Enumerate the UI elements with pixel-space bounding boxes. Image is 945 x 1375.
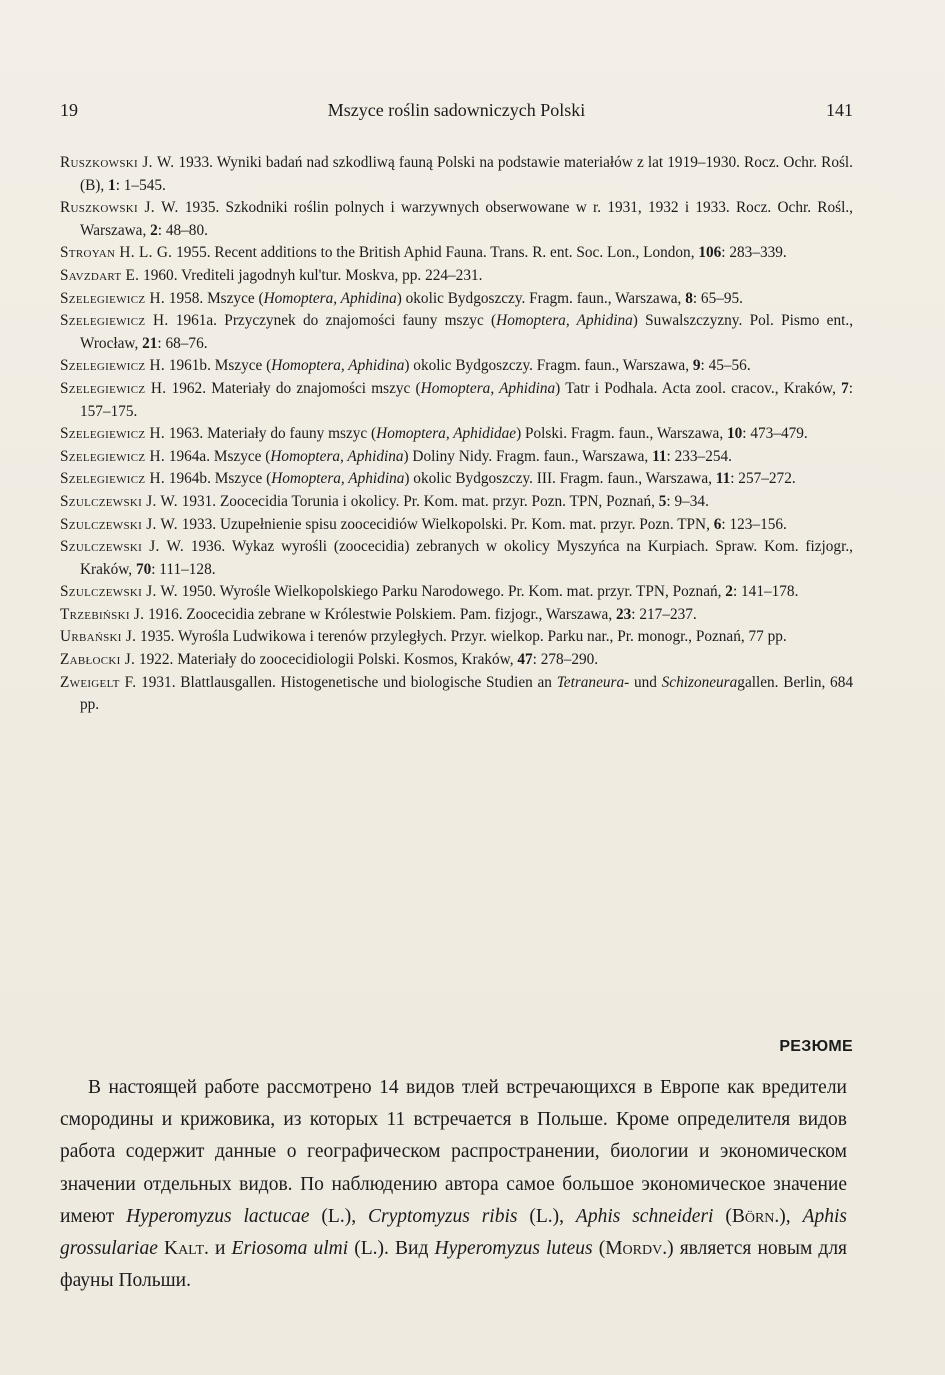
reference-text: : 65–95.	[692, 289, 743, 307]
reference-text: : 233–254.	[666, 447, 732, 465]
reference-text: : 278–290.	[532, 651, 599, 669]
reference-entry	[60, 468, 853, 491]
reference-author: Szelegiewicz H.	[60, 447, 166, 465]
reference-text: : 217–237.	[631, 605, 697, 623]
species-name: Hyperomyzus lactucae	[126, 1205, 310, 1227]
reference-entry	[60, 310, 853, 355]
reference-text: : 141–178.	[732, 583, 799, 601]
reference-entry	[60, 672, 853, 717]
reference-author: Szelegiewicz H.	[60, 289, 166, 307]
reference-text: 1931. Zoocecidia Torunia i okolicy. Pr. Kom. mat. przyr. Pozn. TPN, Poznań,	[177, 492, 659, 510]
resume-paragraph: В настоящей работе рассмотрено 14 видов тлей встречающихся в Европе как вредители смородины и крижовика, из которых 11 встречается в Польше. Кроме определителя видов работа содержит данные о географическом распространении, биологии и экономическом значении отдельных видов. По наблюдению автора самое большое экономическое значение имеют Hyperomyzus lactucae (L.), Cryptomyzus ribis (L.), Aphis schneideri (Börn.), Aphis grossulariae Kalt. и Eriosoma ulmi (L.). Вид Hyperomyzus luteus (Mordv.) является новым для фауны Польши.	[60, 1077, 848, 1292]
species-name: Eriosoma ulmi	[231, 1238, 349, 1260]
reference-author: Zweigelt F.	[60, 673, 137, 691]
volume-number: 2	[725, 583, 733, 601]
reference-author: Szulczewski J. W.	[60, 538, 184, 556]
reference-entry	[60, 288, 853, 311]
reference-author: Ruszkowski J. W.	[60, 154, 175, 171]
reference-text: : 45–56.	[700, 357, 751, 375]
reference-text: 1916. Zoocecidia zebrane w Królestwie Polskiem. Pam. fizjogr., Warszawa,	[144, 605, 616, 623]
reference-text: : 157–175.	[80, 379, 854, 420]
reference-author: Urbański J.	[60, 628, 137, 646]
page-number: 141	[826, 100, 853, 120]
reference-entry	[60, 536, 853, 581]
volume-number: 7	[841, 379, 849, 397]
species-author: Mordv.	[605, 1238, 668, 1260]
taxon-name: Homoptera, Aphidina	[271, 357, 405, 375]
reference-text: 1933. Uzupełnienie spisu zoocecidiów Wielkopolski. Pr. Kom. mat. przyr. Pozn. TPN,	[177, 515, 714, 533]
reference-author: Szelegiewicz H.	[60, 425, 166, 443]
reference-text: : 473–479.	[742, 425, 808, 443]
reference-text: 1960. Vrediteli jagodnyh kul'tur. Moskva, pp. 224–231.	[139, 266, 483, 284]
reference-author: Szulczewski J. W.	[60, 515, 178, 533]
reference-text: 1931. Blattlausgallen. Histogenetische und biologische Studien an	[136, 673, 557, 691]
reference-text: 1961b. Mszyce (	[165, 357, 272, 375]
species-author: Börn.	[731, 1205, 780, 1227]
reference-entry	[60, 242, 853, 265]
taxon-name: Tetraneura-	[556, 673, 630, 691]
taxon-name: Homoptera, Aphidina	[263, 289, 397, 307]
reference-author: Szulczewski J. W.	[60, 583, 178, 601]
species-name: Hyperomyzus luteus	[434, 1238, 593, 1260]
species-author: Kalt.	[163, 1238, 209, 1260]
reference-text: : 283–339.	[721, 244, 787, 262]
reference-author: Szelegiewicz H.	[60, 379, 167, 397]
reference-text: : 9–34.	[666, 492, 709, 510]
reference-text: ) okolic Bydgoszczy. Fragm. faun., Warszawa,	[404, 357, 693, 375]
volume-number: 2	[150, 221, 158, 239]
reference-text: : 123–156.	[721, 515, 787, 533]
resume-heading: РЕЗЮМЕ	[779, 1038, 853, 1055]
reference-entry	[60, 514, 853, 537]
volume-number: 1	[108, 176, 116, 194]
reference-text: 1935. Wyrośla Ludwikowa i terenów przyległych. Przyr. wielkop. Parku nar., Pr. monogr., Poznań, 77 pp.	[136, 628, 787, 646]
reference-author: Szelegiewicz H.	[60, 470, 166, 488]
reference-text: ) Polski. Fragm. faun., Warszawa,	[516, 425, 727, 443]
reference-author: Zabłocki J.	[60, 651, 136, 669]
reference-entry	[60, 152, 853, 197]
reference-text: 1935. Szkodniki roślin polnych i warzywnych obserwowane w r. 1931, 1932 i 1933. Rocz. Ochr. Rośl., Warszawa,	[80, 199, 853, 239]
volume-number: 8	[685, 289, 693, 307]
reference-text: 1964a. Mszyce (	[165, 447, 271, 465]
reference-author: Szulczewski J. W.	[60, 492, 178, 510]
volume-number: 47	[517, 651, 533, 669]
reference-entry	[60, 355, 853, 378]
reference-text: : 68–76.	[157, 334, 208, 352]
reference-text: 1961a. Przyczynek do znajomości fauny mszyc (	[168, 312, 497, 330]
volume-number: 106	[698, 244, 722, 262]
species-name: Aphis grossulariae	[60, 1205, 847, 1260]
section-number: 19	[60, 100, 78, 120]
reference-text: 1922. Materiały do zoocecidiologii Polski. Kosmos, Kraków,	[135, 651, 518, 669]
reference-text: ) Doliny Nidy. Fragm. faun., Warszawa,	[403, 447, 653, 465]
taxon-name: Schizoneura	[661, 673, 738, 691]
reference-text: ) Tatr i Podhala. Acta zool. cracov., Kraków,	[555, 379, 842, 397]
volume-number: 70	[135, 560, 152, 578]
reference-entry	[60, 626, 853, 649]
resume-section	[60, 1072, 847, 1297]
taxon-name: Homoptera, Aphidina	[496, 312, 633, 330]
taxon-name: Homoptera, Aphidina	[420, 379, 556, 397]
volume-number: 6	[713, 515, 722, 533]
volume-number: 11	[652, 447, 667, 465]
volume-number: 23	[616, 605, 632, 623]
species-name: Cryptomyzus ribis	[367, 1205, 518, 1227]
reference-text: 1933. Wyniki badań nad szkodliwą fauną Polski na podstawie materiałów z lat 1919–1930. Rocz. Ochr. Rośl. (B),	[80, 154, 853, 194]
taxon-name: Homoptera, Aphidina	[270, 447, 404, 465]
reference-author: Trzebiński J.	[60, 605, 145, 623]
reference-entry	[60, 265, 853, 288]
volume-number: 10	[726, 425, 743, 443]
volume-number: 5	[658, 492, 667, 510]
reference-entry	[60, 491, 853, 514]
reference-text: gallen. Berlin, 684 pp.	[80, 673, 853, 714]
reference-entry	[60, 649, 853, 672]
reference-entry	[60, 581, 853, 604]
reference-author: Ruszkowski J. W.	[60, 199, 179, 217]
reference-entry	[60, 423, 853, 446]
reference-author: Szelegiewicz H.	[60, 312, 169, 330]
reference-text: : 257–272.	[730, 470, 796, 488]
reference-entry	[60, 378, 853, 423]
reference-author: Szelegiewicz H.	[60, 357, 166, 375]
reference-text: 1962. Materiały do znajomości mszyc (	[166, 379, 421, 397]
reference-text: 1964b. Mszyce (	[165, 470, 272, 488]
reference-entry	[60, 197, 853, 242]
reference-entry	[60, 446, 853, 469]
reference-text: ) okolic Bydgoszczy. Fragm. faun., Warszawa,	[396, 289, 686, 307]
running-header	[60, 100, 853, 130]
reference-text: und	[629, 673, 662, 691]
reference-author: Savzdart E.	[60, 266, 140, 284]
reference-text: : 1–545.	[115, 176, 166, 194]
taxon-name: Homoptera, Aphididae	[376, 425, 517, 443]
volume-number: 11	[715, 470, 731, 488]
reference-text: 1936. Wykaz wyrośli (zoocecidia) zebranych w okolicy Myszyńca na Kurpiach. Spraw. Kom. fizjogr., Kraków,	[80, 538, 853, 578]
volume-number: 21	[142, 334, 158, 352]
reference-text: ) Suwalszczyzny. Pol. Pismo ent., Wrocław,	[80, 312, 854, 352]
reference-text: 1950. Wyrośle Wielkopolskiego Parku Narodowego. Pr. Kom. mat. przyr. TPN, Poznań,	[177, 583, 726, 601]
running-title: Mszyce roślin sadowniczych Polski	[327, 100, 586, 120]
reference-author: Stroyan H. L. G.	[60, 244, 173, 262]
reference-list	[60, 152, 853, 717]
volume-number: 9	[692, 357, 701, 375]
reference-text: 1963. Materiały do fauny mszyc (	[165, 425, 377, 443]
taxon-name: Homoptera, Aphidina	[271, 470, 405, 488]
reference-text: 1955. Recent additions to the British Aphid Fauna. Trans. R. ent. Soc. Lon., London,	[172, 244, 699, 262]
reference-text: : 48–80.	[157, 221, 208, 239]
reference-entry	[60, 604, 853, 627]
reference-text: ) okolic Bydgoszczy. III. Fragm. faun., Warszawa,	[404, 470, 716, 488]
reference-text: : 111–128.	[151, 560, 216, 578]
species-name: Aphis schneideri	[575, 1205, 714, 1227]
reference-text: 1958. Mszyce (	[165, 289, 264, 307]
